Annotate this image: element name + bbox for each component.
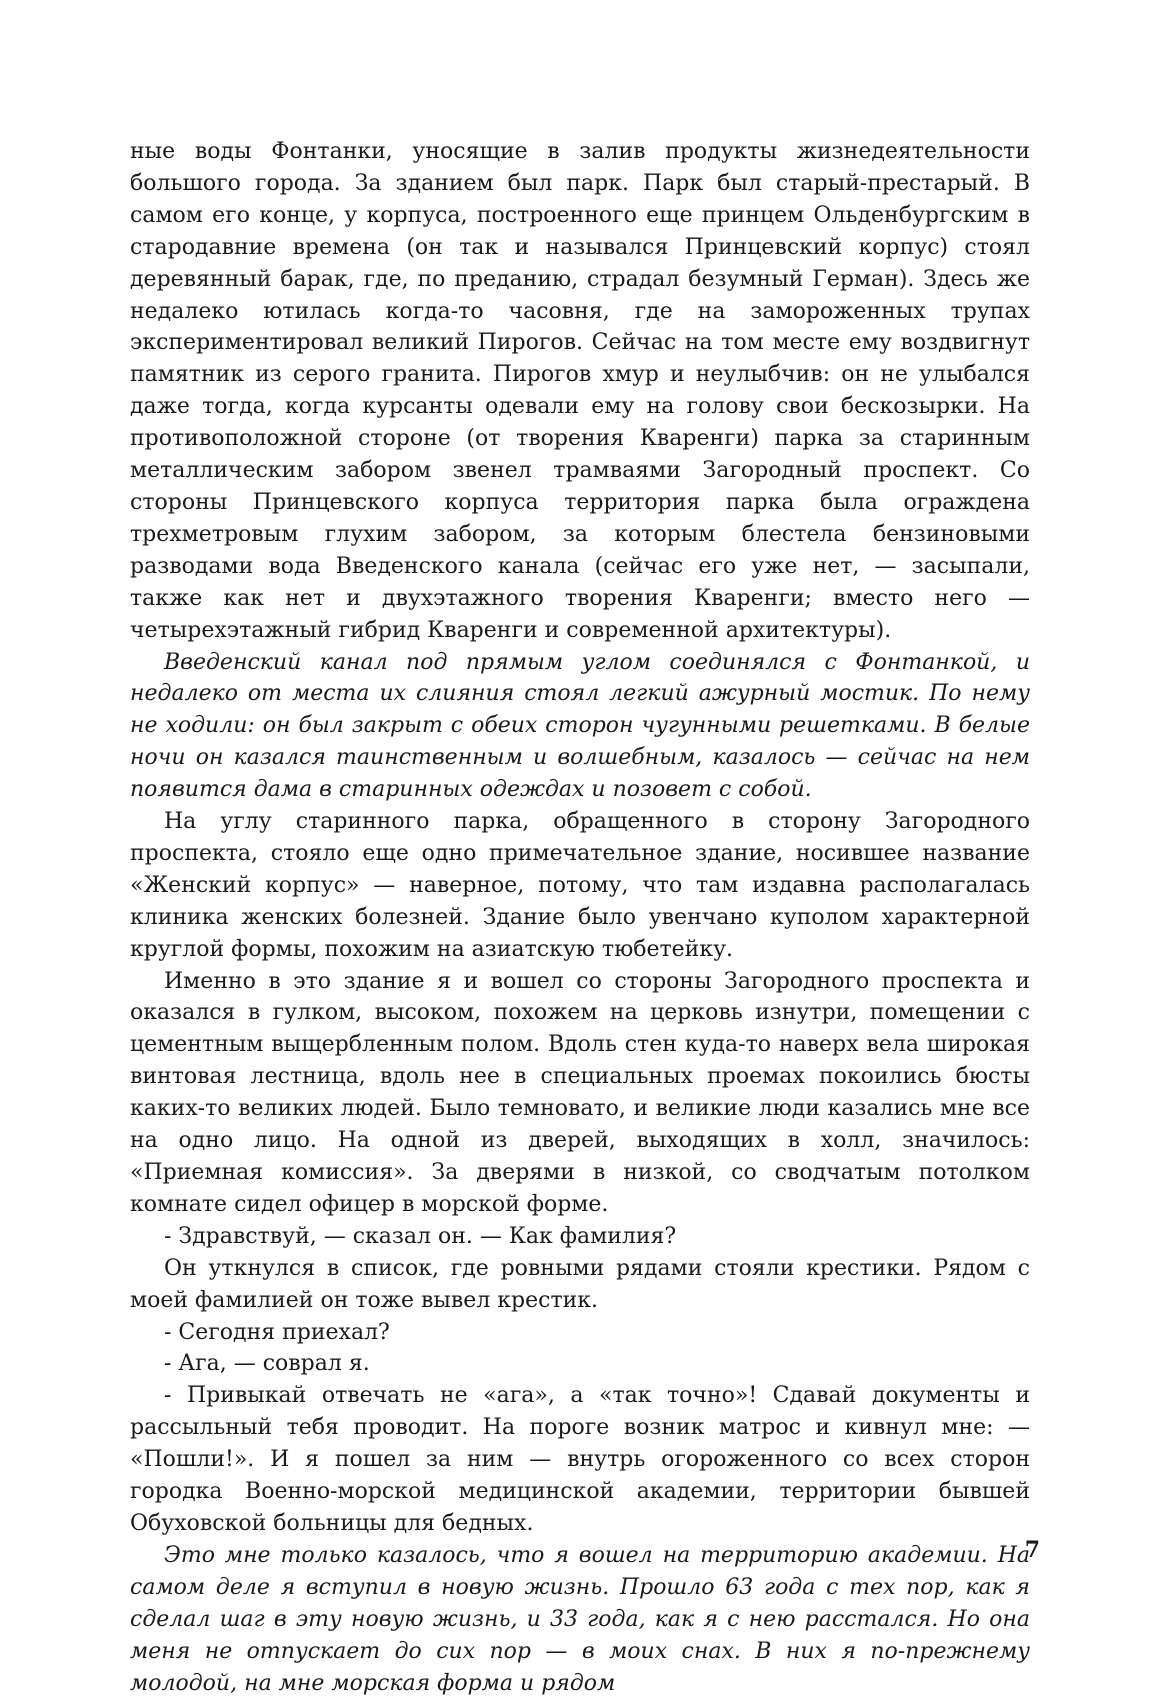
paragraph-10-italic: Это мне только казалось, что я вошел на территорию академии. На самом деле я вступил в новую жизнь. Прошло 63 года с тех пор, как я сделал шаг в эту новую жизнь, и 33 года, как я с нею расстался. Но она меня не отпускает до сих пор — в моих снах. В них я по-прежнему молодой, на мне морская форма и рядом — [130, 1542, 1030, 1696]
body-text — [130, 136, 1030, 1699]
paragraph-3: На углу старинного парка, обращенного в сторону Загородного проспекта, стояло еще одно примечательное здание, носившее название «Женский корпус» — наверное, потому, что там издавна располагалась клиника женских болезней. Здание было увенчано куполом характерной круглой формы, похожим на азиатскую тюбетейку. — [130, 809, 1030, 962]
paragraph-6: Он уткнулся в список, где ровными рядами стояли крестики. Рядом с моей фамилией он тоже вывел крестик. — [130, 1255, 1030, 1313]
dialogue-line-3: - Ага, — соврал я. — [164, 1351, 370, 1377]
dialogue-line-1: - Здравствуй, — сказал он. — Как фамилия? — [164, 1223, 677, 1249]
paragraph-4: Именно в это здание я и вошел со стороны Загородного проспекта и оказался в гулком, высоком, похожем на церковь изнутри, помещении с цементным выщербленным полом. Вдоль стен куда-то наверх вела широкая винтовая лестница, вдоль нее в специальных проемах покоились бюсты каких-то великих людей. Было темновато, и великие люди казались мне все на одно лицо. На одной из дверей, выходящих в холл, значилось: «Приемная комиссия». За дверями в низкой, со сводчатым потолком комнате сидел офицер в морской форме. — [130, 968, 1030, 1217]
dialogue-line-4: - Привыкай отвечать не «ага», а «так точно»! Сдавай документы и рассыльный тебя проводит. На пороге возник матрос и кивнул мне: — «Пошли!». И я пошел за ним — внутрь огороженного со всех сторон городка Военно-морской медицинской академии, территории бывшей Обуховской больницы для бедных. — [130, 1383, 1030, 1536]
page-number: 7 — [1024, 1537, 1040, 1563]
dialogue-line-2: - Сегодня приехал? — [164, 1319, 390, 1345]
paragraph-1: ные воды Фонтанки, уносящие в залив продукты жизнедеятельности большого города. За зданием был парк. Парк был старый-престарый. В самом его конце, у корпуса, построенного еще принцем Ольденбургским в стародавние времена (он так и назывался Принцевский корпус) стоял деревянный барак, где, по преданию, страдал безумный Герман). Здесь же недалеко ютилась когда-то часовня, где на замороженных трупах экспериментировал великий Пирогов. Сейчас на том месте ему воздвигнут памятник из серого гранита. Пирогов хмур и неулыбчив: он не улыбался даже тогда, когда курсанты одевали ему на голову свои бескозырки. На противоположной стороне (от творения Кваренги) парка за старинным металлическим забором звенел трамваями Загородный проспект. Со стороны Принцевского корпуса территория парка была ограждена трехметровым глухим забором, за которым блестела бензиновыми разводами вода Введенского канала (сейчас его уже нет, — засыпали, также как нет и двухэтажного творения Кваренги; вместо него — четырехэтажный гибрид Кваренги и современной архитектуры). — [130, 139, 1030, 643]
paragraph-2-italic: Введенский канал под прямым углом соединялся с Фонтанкой, и недалеко от места их слияния стоял легкий ажурный мостик. По нему не ходили: он был закрыт с обеих сторон чугунными решетками. В белые ночи он казался таинственным и волшебным, казалось — сейчас на нем появится дама в старинных одеждах и позовет с собой. — [130, 649, 1030, 803]
